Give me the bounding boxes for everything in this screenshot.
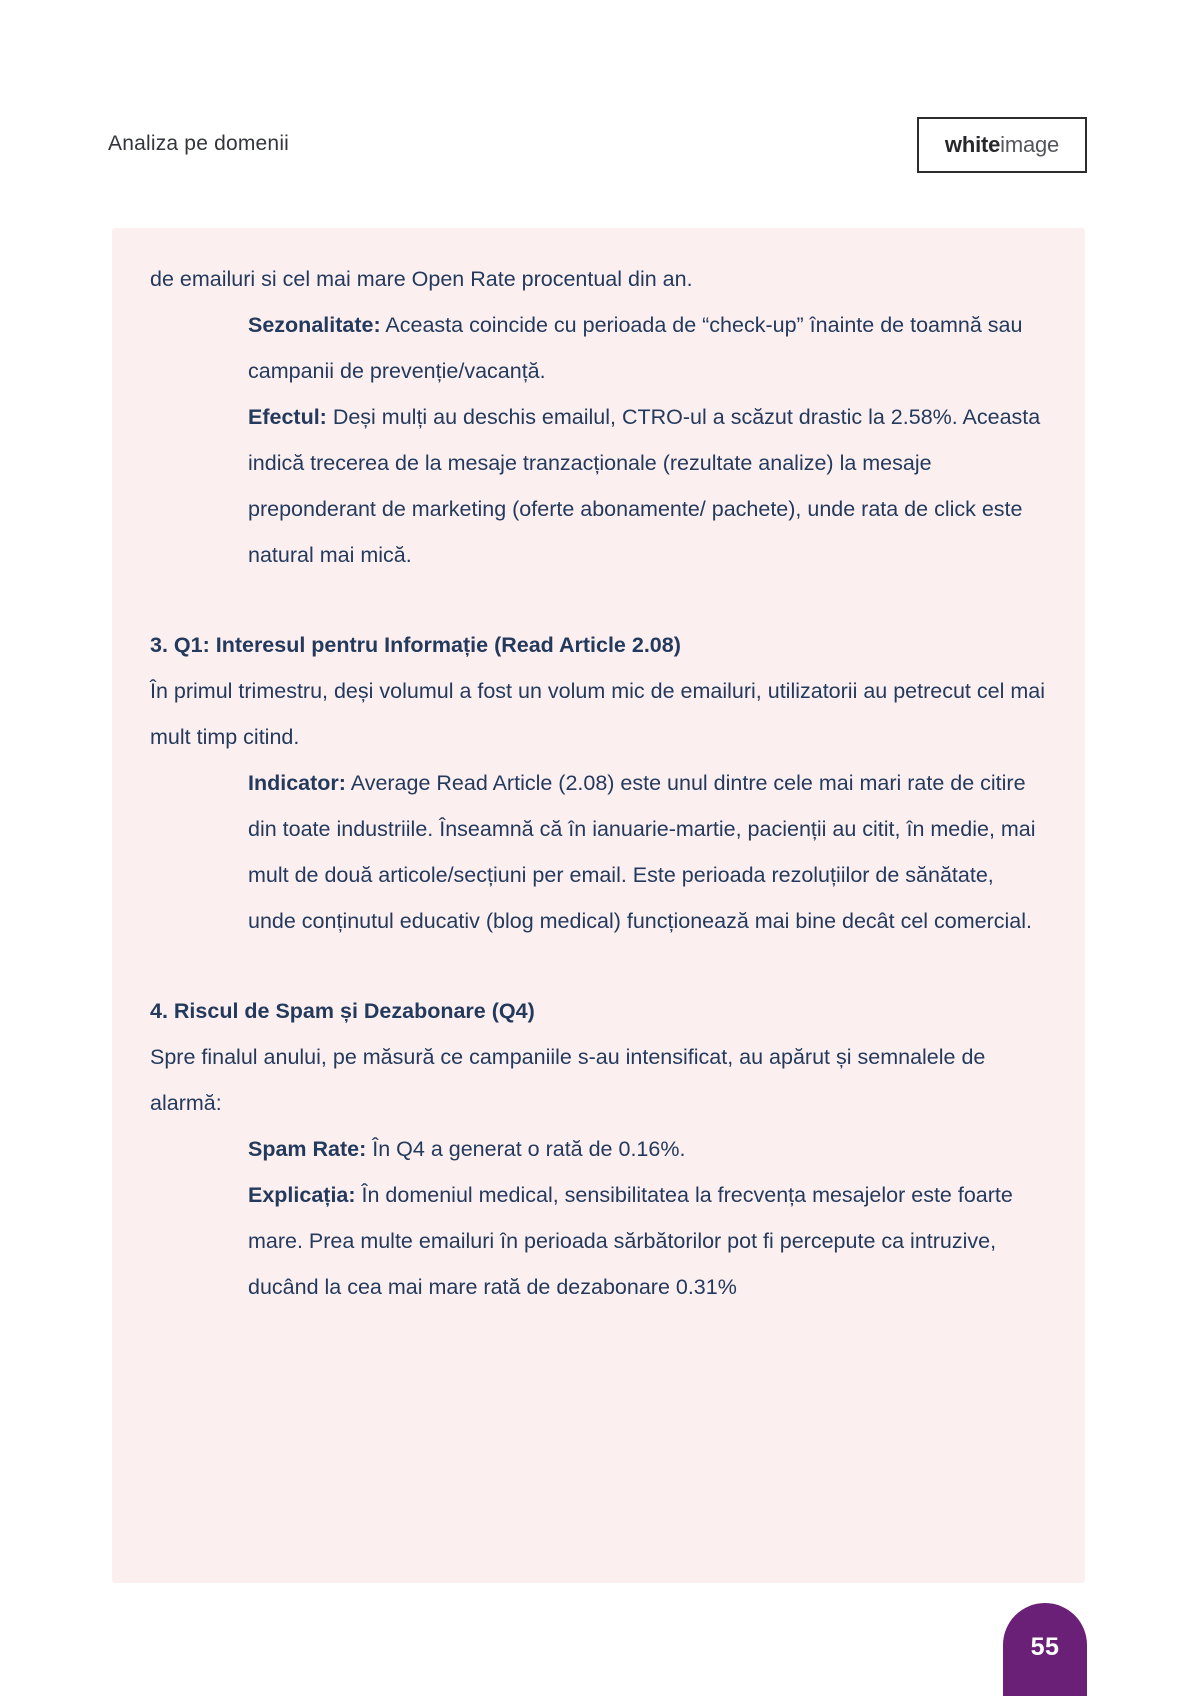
- content-card: [112, 228, 1085, 1583]
- whiteimage-logo: [917, 117, 1087, 173]
- logo-text-light: image: [1000, 132, 1060, 157]
- paragraph-text-indicator: Average Read Article (2.08) este unul dintre cele mai mari rate de citire din toate industriile. Înseamnă că în ianuarie-martie, pacienții au citit, în medie, mai mult de două articole/secțiuni per email. Este perioada rezoluțiilor de sănătate, unde conținutul educativ (blog medical) funcționează mai bine decât cel comercial.: [248, 771, 1036, 933]
- page-number-badge: [1003, 1603, 1087, 1696]
- section-heading-q1: 3. Q1: Interesul pentru Informație (Read Article 2.08): [150, 633, 681, 657]
- paragraph-q4-body: Spre finalul anului, pe măsură ce campaniile s-au intensificat, au apărut și semnalele de alarmă:: [150, 1045, 986, 1115]
- paragraph-efectul: [248, 394, 1047, 578]
- paragraph-q1-body: În primul trimestru, deși volumul a fost un volum mic de emailuri, utilizatorii au petrecut cel mai mult timp citind.: [150, 679, 1045, 749]
- section-heading-q4: 4. Riscul de Spam și Dezabonare (Q4): [150, 999, 535, 1023]
- logo-text-bold: white: [944, 132, 1001, 157]
- page-title: Analiza pe domenii: [108, 132, 290, 155]
- paragraph-label-spam-rate: Spam Rate:: [248, 1137, 367, 1161]
- paragraph-label-efectul: Efectul:: [248, 405, 327, 429]
- paragraph-text-efectul: Deși mulți au deschis emailul, CTRO-ul a scăzut drastic la 2.58%. Aceasta indică trecerea de la mesaje tranzacționale (rezultate analize) la mesaje preponderant de marketing (oferte abonamente/ pachete), unde rata de click este natural mai mică.: [248, 405, 1041, 567]
- paragraph-spam-rate: [248, 1126, 1047, 1172]
- paragraph-text-explicatia: În domeniul medical, sensibilitatea la frecvența mesajelor este foarte mare. Prea multe emailuri în perioada sărbătorilor pot fi percepute ca intruzive, ducând la cea mai mare rată de dezabonare 0.31%: [248, 1183, 1013, 1299]
- paragraph-label-indicator: Indicator:: [248, 771, 346, 795]
- paragraph-intro: de emailuri si cel mai mare Open Rate procentual din an.: [150, 267, 693, 291]
- paragraph-text-sezonalitate: Aceasta coincide cu perioada de “check-up” înainte de toamnă sau campanii de prevenție/vacanță.: [248, 313, 1023, 383]
- paragraph-label-sezonalitate: Sezonalitate:: [248, 313, 381, 337]
- paragraph-label-explicatia: Explicația:: [248, 1183, 356, 1207]
- page-number: 55: [1030, 1633, 1060, 1661]
- paragraph-sezonalitate: [248, 302, 1047, 394]
- paragraph-indicator: [248, 760, 1047, 944]
- paragraph-explicatia: [248, 1172, 1047, 1310]
- paragraph-text-spam-rate: În Q4 a generat o rată de 0.16%.: [366, 1137, 686, 1161]
